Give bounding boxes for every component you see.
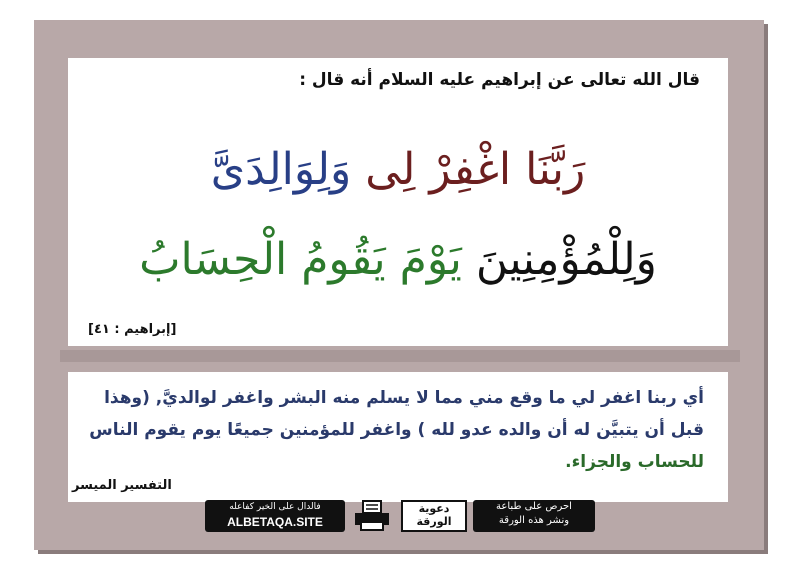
printer-icon (351, 500, 393, 532)
verse-line-2-part-1: وَلِلْمُؤْمِنِينَ (475, 234, 657, 285)
verse-line-1-part-2: وَلِوَالِدَىَّ (210, 144, 352, 195)
print-badge (473, 500, 595, 532)
intro-text: قال الله تعالى عن إبراهيم عليه السلام أنه قال : (299, 70, 700, 90)
verse-line-2-part-2: يَوْمَ يَقُومُ الْحِسَابُ (139, 234, 462, 285)
site-note: فالدال على الخير كفاعله (229, 502, 321, 512)
verse-line-1 (68, 144, 728, 195)
tafsir-line-2: قبل أن يتبيَّن له أن والده عدو لله ) واغفر للمؤمنين جميعًا يوم يقوم الناس (89, 420, 704, 440)
tafsir-line-3: للحساب والجزاء. (565, 452, 704, 472)
tafsir-source: التفسير الميسر (72, 478, 172, 493)
frame-divider (60, 350, 740, 362)
print-line-1: احرص على طباعة (496, 501, 572, 512)
verse-panel (68, 58, 728, 346)
logo-line-1: دعوية (418, 502, 450, 515)
site-url: ALBETAQA.SITE (227, 515, 323, 529)
logo-line-2: الورقة (416, 515, 452, 528)
tafsir-line-1: أي ربنا اغفر لي ما وقع مني مما لا يسلم منه البشر واغفر لوالديَّ, (وهذا (104, 388, 704, 408)
site-badge (205, 500, 345, 532)
verse-line-1-part-1: رَبَّنَا اغْفِرْ لِى (365, 144, 586, 195)
verse-line-2 (68, 234, 728, 285)
logo (401, 500, 467, 532)
footer-bar (205, 500, 595, 532)
print-line-2: ونشر هذه الورقة (498, 515, 570, 526)
verse-reference: [إبراهيم : ٤١] (88, 322, 177, 337)
